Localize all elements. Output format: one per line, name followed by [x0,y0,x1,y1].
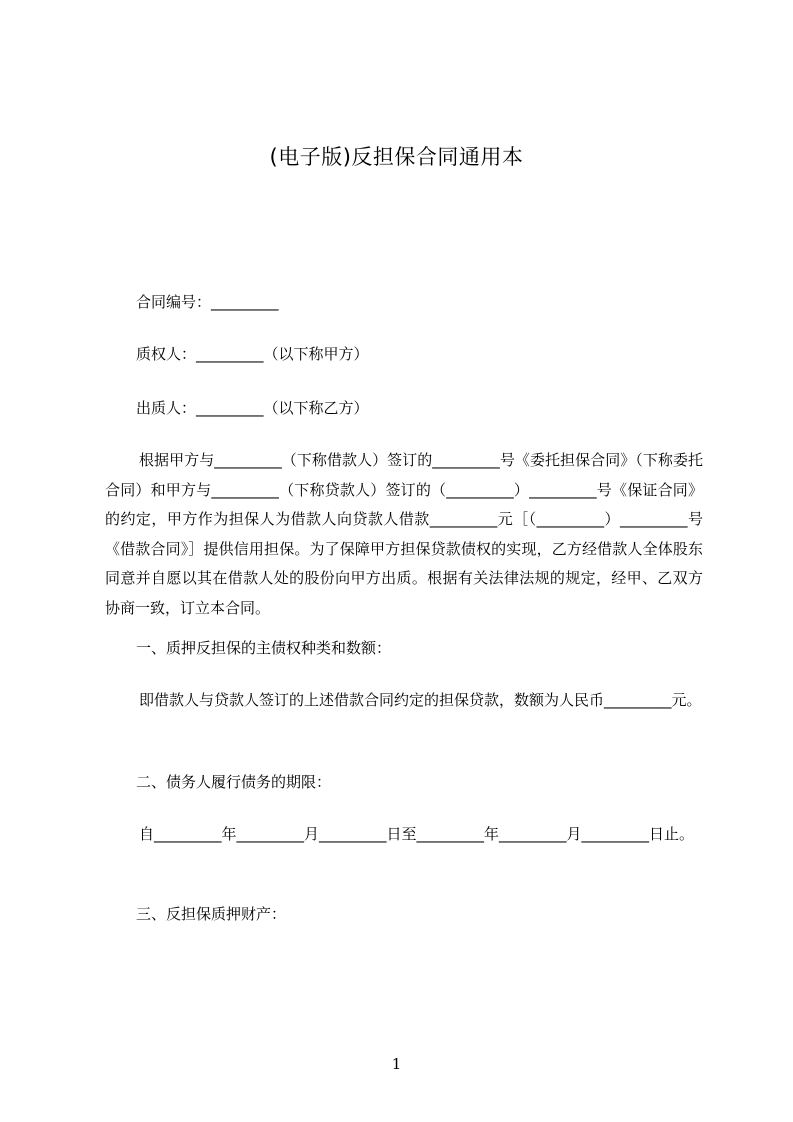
section-body: 自_________年_________月_________日至_________年_________月_________日止。 [139,825,695,843]
pledgor-field: 出质人：_________（以下称乙方） [136,399,369,417]
document-title: (电子版)反担保合同通用本 [269,145,524,169]
section-heading: 一、质押反担保的主债权种类和数额： [136,639,392,657]
page-number: 1 [391,1055,402,1073]
section-body: 即借款人与贷款人签订的上述借款合同约定的担保贷款，数额为人民币_________元。 [139,691,702,709]
section-heading: 二、债务人履行债务的期限： [136,773,332,791]
contract-number-field: 合同编号：_________ [136,293,279,311]
intro-paragraph: 根据甲方与_________（下称借款人）签订的_________号《委托担保合同》（下称委托合同）和甲方与_________（下称贷款人）签订的（_________）_________号《保证合同》的约定，甲方作为担保人为借款人向贷款人借款_________元［（_________）_________号《借款合同》］提供信用担保。为了保障甲方担保贷款债权的实现，乙方经借款人全体股东同意并自愿以其在借款人处的股份向甲方出质。根据有关法律法规的规定，经甲、乙双方协商一致，订立本合同。 [105,451,703,617]
section-heading: 三、反担保质押财产： [136,905,287,923]
pledgee-field: 质权人：_________（以下称甲方） [136,345,369,363]
